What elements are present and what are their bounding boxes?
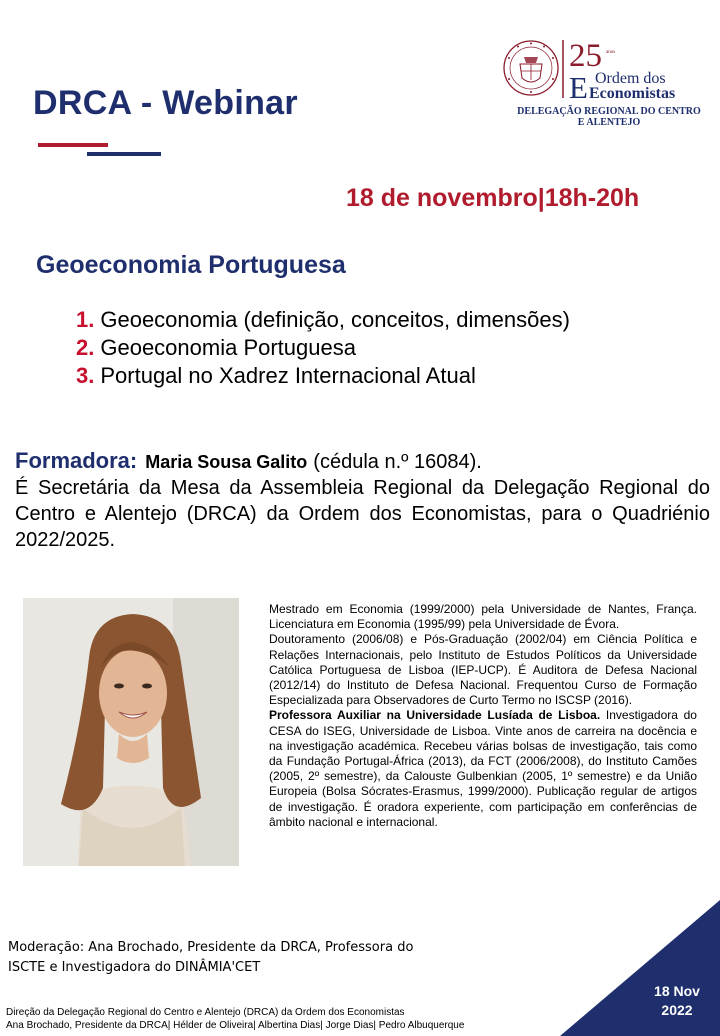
event-topic: Geoeconomia Portuguesa: [36, 251, 346, 279]
bio-paragraph-text: Investigadora do CESA do ISEG, Universidade de Lisboa. Vinte anos de carreira na docência e na investigação académica. Recebeu várias bolsas de investigação, tais como da Fundação Portugal-África (2013), da FCT (2006/2008), do Instituto Camões (2005, 2º semestre), da Calouste Gulbenkian (2005, 1º semestre) e da União Europeia (Bolsa Sócrates-Erasmus, 1999/2000). Publicação regular de artigos de investigação. É oradora experiente, com participação em conferências de âmbito nacional e internacional.: [269, 708, 697, 829]
agenda-number: 3.: [76, 363, 95, 388]
agenda-text: Geoeconomia (definição, conceitos, dimensões): [100, 307, 570, 332]
logo-anniversary-sup: anos: [606, 50, 616, 55]
footer: [6, 1007, 464, 1032]
title-underline-blue: [87, 152, 161, 156]
logo-subtitle: [502, 106, 716, 128]
page-title: DRCA - Webinar: [33, 84, 298, 122]
bio-bold-line: Professora Auxiliar na Universidade Lusíada de Lisboa.: [269, 708, 601, 723]
trainer-bio: [269, 602, 697, 830]
corner-date-line2: 2022: [661, 1002, 693, 1018]
trainer-name: Maria Sousa Galito: [145, 452, 308, 472]
agenda-number: 2.: [76, 335, 95, 360]
trainer-role-label: Formadora:: [15, 448, 138, 473]
logo-subtitle-line2: E ALENTEJO: [577, 117, 641, 128]
bio-paragraph: [269, 708, 697, 830]
logo-org-line1: Ordem dos: [595, 70, 666, 87]
logo-org-line2: Economistas: [589, 85, 676, 102]
agenda-text: Geoeconomia Portuguesa: [100, 335, 356, 360]
title-underline-red: [38, 143, 108, 147]
trainer-photo: [23, 598, 239, 866]
seal-icon: [504, 41, 558, 95]
moderation-text: Moderação: Ana Brochado, Presidente da DRCA, Professora do ISCTE e Investigadora do DINÂMIA'CET: [8, 940, 414, 975]
trainer-section: [15, 448, 710, 553]
footer-line2: Ana Brochado, Presidente da DRCA| Hélder de Oliveira| Albertina Dias| Jorge Dias| Pedro Albuquerque: [6, 1019, 465, 1031]
bio-paragraph: Mestrado em Economia (1999/2000) pela Universidade de Nantes, França. Licenciatura em Economia (1995/99) pela Universidade de Évora.: [269, 602, 697, 632]
event-date: 18 de novembro|18h-20h: [346, 184, 640, 212]
corner-date-line1: 18 Nov: [654, 983, 700, 999]
agenda-item: [76, 334, 570, 362]
agenda-list: [76, 306, 570, 390]
trainer-license: (cédula n.º 16084).: [313, 451, 482, 473]
trainer-description: É Secretária da Mesa da Assembleia Regional da Delegação Regional do Centro e Alentejo (DRCA) da Ordem dos Economistas, para o Quadriénio 2022/2025.: [15, 477, 710, 551]
agenda-number: 1.: [76, 307, 95, 332]
footer-line1: Direção da Delegação Regional do Centro e Alentejo (DRCA) da Ordem dos Economistas: [6, 1007, 405, 1018]
logo-initial: E: [569, 70, 588, 105]
agenda-item: [76, 362, 570, 390]
agenda-text: Portugal no Xadrez Internacional Atual: [100, 363, 476, 388]
logo-subtitle-line1: DELEGAÇÃO REGIONAL DO CENTRO: [517, 106, 701, 117]
corner-date: [640, 982, 714, 1020]
agenda-item: [76, 306, 570, 334]
bio-paragraph: Doutoramento (2006/08) e Pós-Graduação (2002/04) em Ciência Política e Relações Internacionais, pelo Instituto de Estudos Políticos da Universidade Católica Portuguesa de Lisboa (IEP-UCP). É Auditora de Defesa Nacional (2012/14) do Instituto de Defesa Nacional. Frequentou Curso de Formação Especializada para Observadores de Curto Termo no ISCSP (2016).: [269, 632, 697, 708]
logo-anniversary: 25: [569, 38, 602, 74]
